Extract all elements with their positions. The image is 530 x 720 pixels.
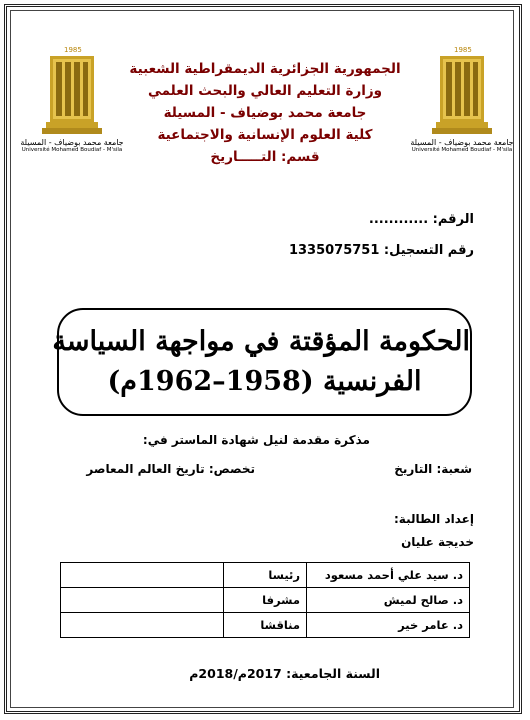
jury-name: د. صالح لميش [307,588,470,613]
header-faculty: كلية العلوم الإنسانية والاجتماعية [157,127,373,143]
institution-header [120,58,410,168]
jury-role: مناقشا [224,613,307,638]
logo-year: 1985 [454,46,472,54]
university-emblem-icon [42,48,102,136]
thesis-title-line-2: الفرنسية (1958–1962م) [107,366,422,397]
university-logo-right [410,46,514,168]
jury-empty-cell [61,613,224,638]
logo-caption-english: Université Mohamed Boudiaf - M'sila [411,147,513,153]
logo-caption-arabic: جامعة محمد بوضياف - المسيلة [410,138,514,147]
jury-role: مشرفا [224,588,307,613]
thesis-title-box [52,308,472,416]
thesis-title-line-1: الحكومة المؤقتة في مواجهة السياسة [52,326,470,357]
table-row [61,588,470,613]
header-department: قسم: التـــــاريخ [210,149,320,165]
jury-name: د. عامر خير [307,613,470,638]
student-name: خديجة عليان [401,535,474,549]
university-logo-left [20,46,124,168]
jury-empty-cell [61,563,224,588]
academic-year: السنة الجامعية: 2017م/2018م [189,666,380,681]
jury-name: د. سيد علي أحمد مسعود [307,563,470,588]
reference-number: الرقم: ............ [368,212,474,227]
table-row [61,563,470,588]
header-republic: الجمهورية الجزائرية الديمقراطية الشعبية [129,61,401,77]
registration-number: رقم التسجيل: 1335075751 [288,243,474,258]
prepared-by-label: إعداد الطالبة: [394,512,474,526]
logo-year: 1985 [64,46,82,54]
jury-role: رئيسا [224,563,307,588]
logo-caption-arabic: جامعة محمد بوضياف - المسيلة [20,138,124,147]
specialty-label: تخصص: تاريخ العالم المعاصر [86,462,255,476]
branch-label: شعبة: التاريخ [394,462,472,476]
jury-empty-cell [61,588,224,613]
table-row [61,613,470,638]
logo-caption-english: Université Mohamed Boudiaf - M'sila [21,147,123,153]
header-ministry: وزارة التعليم العالي والبحث العلمي [147,83,383,99]
header-university: جامعة محمد بوضياف - المسيلة [163,105,367,121]
memo-statement: مذكرة مقدمة لنيل شهادة الماستر في: [142,433,370,447]
jury-table [60,562,470,638]
university-emblem-icon [432,48,492,136]
